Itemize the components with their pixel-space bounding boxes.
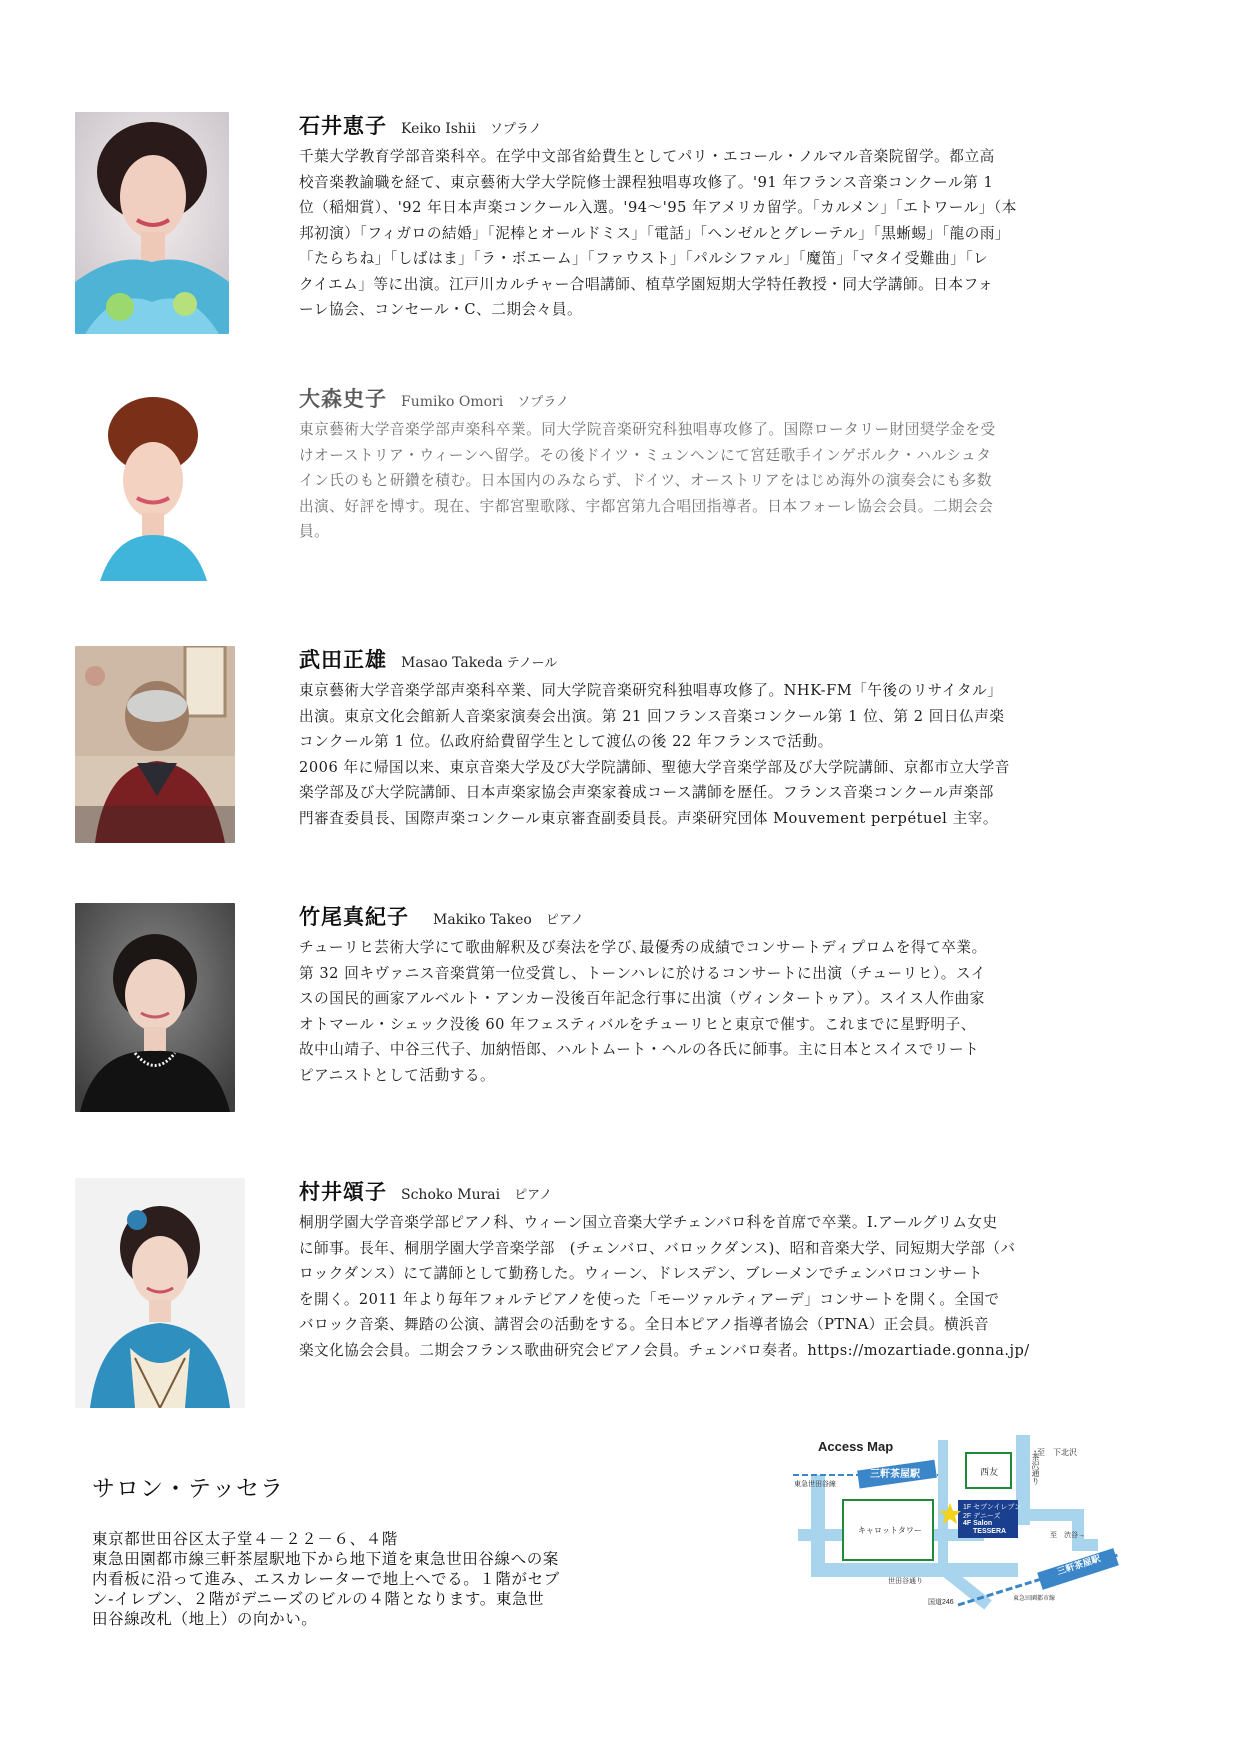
map-label-route-246: 国道246	[928, 1599, 954, 1606]
bio-line: 位（稲畑賞）、'92 年日本声楽コンクール入選。'94〜'95 年アメリカ留学。「カルメン」「エトワール」（本	[299, 199, 1017, 216]
bio-line: スの国民的画家アルベルト・アンカー没後百年記念行事に出演（ヴィンタートゥア）。スイス人作曲家	[299, 990, 985, 1007]
voice-part: ソプラノ	[489, 122, 542, 137]
bio-line: ーレ協会、コンセール・C、二期会々員。	[299, 301, 583, 318]
performer-name-line	[299, 112, 1179, 144]
bio-line: クイエム」等に出演。江戸川カルチャー合唱講師、植草学園短期大学特任教授・同大学講師。日本フォ	[299, 275, 994, 293]
map-label-chazawa: 茶沢通り	[1031, 1453, 1040, 1485]
bio-line: 東京藝術大学音楽学部声楽科卒業。同大学院音楽研究科独唱専攻修了。国際ロータリー財団奨学金を受	[299, 421, 996, 438]
map-label-north: ↑至 下北沢	[1033, 1448, 1077, 1457]
name-japanese: 竹尾真紀子	[299, 904, 409, 929]
map-label-building-2f: 2F デニーズ	[963, 1513, 1001, 1520]
portrait-photo	[75, 112, 229, 334]
performer-name-line	[299, 385, 1179, 417]
voice-part: ピアノ	[545, 913, 584, 928]
venue-info	[92, 1470, 732, 1629]
name-english: Keiko Ishii	[401, 121, 476, 137]
bio-line: ロックダンス）にて講師として勤務した。ウィーン、ドレスデン、ブレーメンでチェンバロコンサート	[299, 1265, 983, 1282]
venue-address: 東京都世田谷区太子堂４－２２－６、４階 東急田園都市線三軒茶屋駅地下から地下道を東急世田谷線への案 内看板に沿って進み、エスカレーターで地上へでる。１階がセブ ン-イレブン、２階がデニーズのビルの４階となります。東急世 田谷線改札（地上）の向かい。	[92, 1530, 560, 1628]
bio-line: 員。	[299, 523, 330, 540]
voice-part: ピアノ	[514, 1188, 553, 1203]
voice-part: テノール	[506, 656, 558, 671]
map-label-denentoshi-line: 東急田園都市線	[1013, 1596, 1056, 1602]
name-english: Schoko Murai	[401, 1187, 501, 1203]
map-label-setagaya-line: 東急世田谷線	[794, 1481, 836, 1488]
bio-line: に師事。長年、桐朋学園大学音楽学部 (チェンバロ、バロックダンス)、昭和音楽大学、同短期大学部（バ	[299, 1239, 1016, 1257]
portrait-photo	[75, 1178, 245, 1408]
performer-name-line	[299, 1178, 1179, 1210]
map-label-setagaya-dori: 世田谷通り	[888, 1578, 923, 1585]
map-label-sangenjaya-station: 三軒茶屋駅	[870, 1469, 920, 1480]
biography-text	[299, 678, 1179, 831]
map-title: Access Map	[818, 1439, 894, 1454]
bio-line: 東京藝術大学音楽学部声楽科卒業、同大学院音楽研究科独唱専攻修了。NHK-FM「午後のリサイタル」	[299, 682, 1003, 699]
bio-line: 2006 年に帰国以来、東京音楽大学及び大学院講師、聖徳大学音楽学部及び大学院講師、京都市立大学音	[299, 758, 1010, 776]
name-japanese: 石井恵子	[299, 113, 387, 138]
name-japanese: 村井頌子	[299, 1179, 387, 1204]
bio-line: 門審査委員長、国際声楽コンクール東京審査副委員長。声楽研究団体 Mouvement perpétuel 主宰。	[299, 809, 999, 827]
bio-line: バロック音楽、舞踏の公演、講習会の活動をする。全日本ピアノ指導者協会（PTNA）正会員。横浜音	[299, 1316, 990, 1333]
biography-text	[299, 417, 1179, 545]
biography-text	[299, 935, 1179, 1088]
access-map	[788, 1425, 1128, 1610]
biography-text	[299, 144, 1179, 323]
venue-title: サロン・テッセラ	[92, 1476, 284, 1502]
bio-line: 楽文化協会会員。二期会フランス歌曲研究会ピアノ会員。チェンバロ奏者。https://mozartiade.gonna.jp/	[299, 1341, 1030, 1359]
map-label-shibuya: 至 渋谷→	[1050, 1532, 1085, 1539]
map-label-tessera: TESSERA	[973, 1528, 1007, 1535]
performer-name-line	[299, 903, 1179, 935]
bio-line: 「たらちね」「しばはま」「ラ・ボエーム」「ファウスト」「パルシファル」「魔笛」「マタイ受難曲」「レ	[299, 250, 989, 267]
bio-line: 校音楽教諭職を経て、東京藝術大学大学院修士課程独唱専攻修了。'91 年フランス音楽コンクール第 1	[299, 173, 994, 191]
bio-line: コンクール第 1 位。仏政府給費留学生として渡仏の後 22 年フランスで活動。	[299, 733, 833, 750]
bio-line: オトマール・シェック没後 60 年フェスティバルをチューリヒと東京で催す。これまでに星野明子、	[299, 1015, 976, 1033]
name-english: Masao Takeda	[401, 655, 503, 671]
map-label-carrot-tower: キャロットタワー	[858, 1526, 922, 1535]
bio-line: 桐朋学園大学音楽学部ピアノ科、ウィーン国立音楽大学チェンバロ科を首席で卒業。I.アールグリム女史	[299, 1214, 998, 1231]
portrait-photo	[75, 903, 235, 1112]
bio-line: けオーストリア・ウィーンへ留学。その後ドイツ・ミュンヘンにて宮廷歌手インゲボルク・ハルシュタ	[299, 446, 992, 464]
bio-line: 第 32 回キヴァニス音楽賞第一位受賞し、トーンハレに於けるコンサートに出演（チューリヒ）。スイ	[299, 964, 986, 982]
bio-line: 楽学部及び大学院講師、日本声楽家協会声楽家養成コース講師を歴任。フランス音楽コンクール声楽部	[299, 784, 994, 801]
portrait-photo	[75, 646, 235, 843]
bio-line: 出演。東京文化会館新人音楽家演奏会出演。第 21 回フランス音楽コンクール第 1 位、第 2 回日仏声楽	[299, 707, 1005, 725]
bio-line: 故中山靖子、中谷三代子、加納悟郎、ハルトムート・ヘルの各氏に師事。主に日本とスイスでリート	[299, 1041, 980, 1058]
bio-line: イン氏のもと研鑽を積む。日本国内のみならず、ドイツ、オーストリアをはじめ海外の演奏会にも多数	[299, 472, 992, 489]
bio-line: 千葉大学教育学部音楽科卒。在学中文部省給費生としてパリ・エコール・ノルマル音楽院留学。都立高	[299, 148, 995, 165]
bio-line: 出演、好評を博す。現在、宇都宮聖歌隊、宇都宮第九合唱団指導者。日本フォーレ協会会員。二期会会	[299, 497, 994, 515]
bio-line: チューリヒ芸術大学にて歌曲解釈及び奏法を学び､最優秀の成績でコンサートディプロムを得て卒業。	[299, 939, 987, 956]
map-label-building-1f: 1F セブンイレブン	[963, 1504, 1022, 1511]
name-japanese: 武田正雄	[299, 647, 387, 672]
map-label-sangenjaya-station-2: 三軒茶屋駅	[1055, 1553, 1102, 1577]
biography-text	[299, 1210, 1179, 1363]
performer-name-line	[299, 646, 1179, 678]
name-english: Makiko Takeo	[433, 912, 532, 928]
voice-part: ソプラノ	[517, 395, 569, 410]
name-japanese: 大森史子	[299, 386, 387, 411]
bio-line: ピアニストとして活動する。	[299, 1066, 496, 1084]
map-label-seiyu: 西友	[980, 1467, 999, 1477]
portrait-photo	[75, 385, 232, 581]
name-english: Fumiko Omori	[401, 394, 504, 410]
map-label-building-4f: 4F Salon	[963, 1520, 993, 1527]
bio-line: を開く。2011 年より毎年フォルテピアノを使った「モーツァルティアーデ」コンサートを開く。全国で	[299, 1290, 1000, 1308]
bio-line: 邦初演）「フィガロの結婚」「泥棒とオールドミス」「電話」「ヘンゼルとグレーテル」「黒蜥蜴」「龍の雨」	[299, 224, 1011, 242]
